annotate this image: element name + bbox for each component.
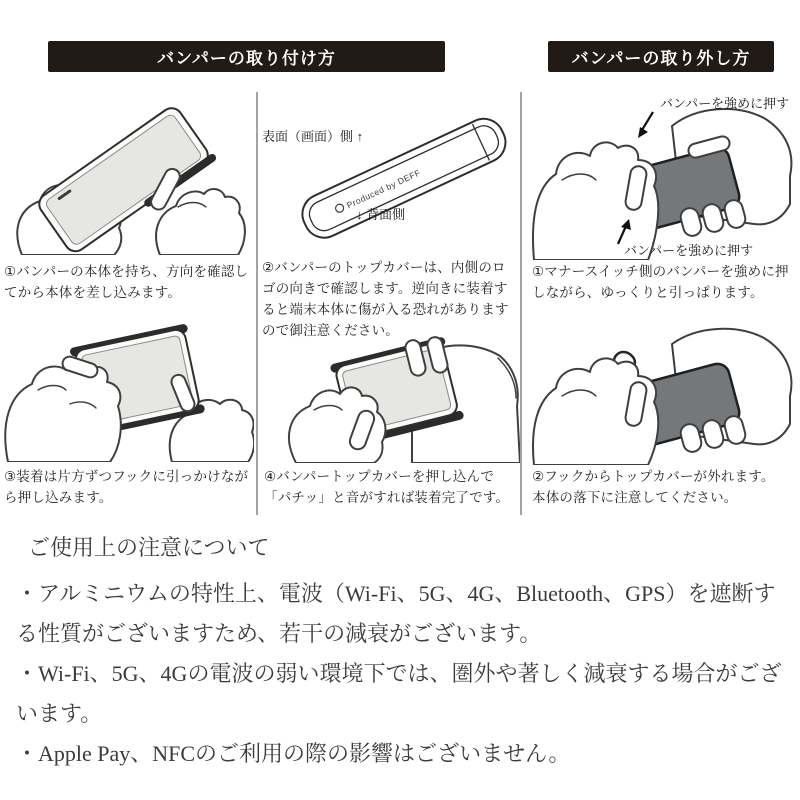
attach-step3-illustration xyxy=(4,300,254,462)
push-label-top: バンパーを強めに押す xyxy=(660,96,790,111)
detach-section-header: バンパーの取り外し方 xyxy=(548,41,774,72)
attach-step2-caption: ②バンパーのトップカバーは、内側のロゴの向きで確認します。逆向きに装着すると端末本体に傷が入る恐れがありますので御注意ください。 xyxy=(262,260,509,338)
attach-step3-caption: ③装着は片方ずつフックに引っかけながら押し込みます。 xyxy=(4,469,249,505)
detach-step2-illustration xyxy=(532,320,797,465)
attach-step1-illustration xyxy=(8,103,253,255)
detach-step2-caption: ②フックからトップカバーが外れます。本体の落下に注意してください。 xyxy=(532,469,775,505)
push-label-bottom: バンパーを強めに押す xyxy=(624,243,754,258)
arrow-down-icon xyxy=(642,112,653,130)
attach-step4-caption: ④バンパートップカバーを押し込んで「パチッ」と音がすれば装着完了です。 xyxy=(264,469,510,505)
left-hand xyxy=(5,361,121,462)
detach-step1-caption: ①マナースイッチ側のバンパーを強めに押しながら、ゆっくりと引っぱります。 xyxy=(532,264,789,300)
usage-note-item: ・Apple Pay、NFCのご利用の際の影響はございません。 xyxy=(16,741,571,766)
usage-note-item: ・Wi-Fi、5G、4Gの電波の弱い環境下では、圏外や著しく減衰する場合がございます。 xyxy=(16,661,782,726)
back-side-label: ↓ 背面側 xyxy=(356,207,406,222)
usage-notes xyxy=(16,531,794,774)
attach-step1-caption: ①バンパーの本体を持ち、方向を確認してから本体を差し込みます。 xyxy=(4,264,249,300)
column-divider-left xyxy=(256,92,258,515)
brand-text: Produced by DEFF xyxy=(345,167,423,211)
detach-step1-illustration xyxy=(532,92,797,260)
attach-step4-illustration xyxy=(262,318,520,463)
attach-section-header: バンパーの取り付け方 xyxy=(48,41,445,72)
front-side-label: 表面（画面）側 ↑ xyxy=(262,129,364,144)
usage-note-item: ・アルミニウムの特性上、電波（Wi-Fi、5G、4G、Bluetooth、GPS）を遮断する性質がございますため、若干の減衰がございます。 xyxy=(16,581,776,646)
bumper-orientation-diagram xyxy=(286,98,521,248)
usage-notes-title: ご使用上の注意について xyxy=(28,535,270,560)
